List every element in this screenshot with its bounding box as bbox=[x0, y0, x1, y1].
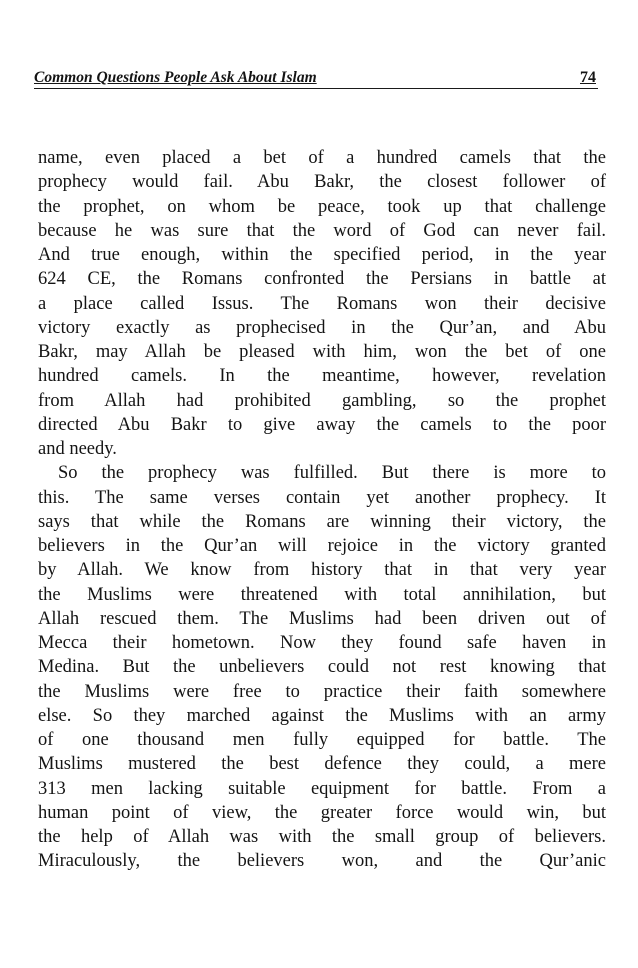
text-line: this. The same verses contain yet another prophecy. It bbox=[38, 487, 606, 508]
text-line: Muslims mustered the best defence they could, a mere bbox=[38, 754, 606, 775]
text-line: believers in the Qur’an will rejoice in the victory granted bbox=[38, 536, 606, 556]
text-line: So the prophecy was fulfilled. But there is more to bbox=[58, 463, 606, 484]
text-line: Mecca their hometown. Now they found safe haven in bbox=[38, 633, 606, 653]
text-line: Medina. But the unbelievers could not rest knowing that bbox=[38, 657, 606, 678]
text-line: hundred camels. In the meantime, however, revelation bbox=[38, 366, 606, 387]
text-line: the help of Allah was with the small group of believers. bbox=[38, 827, 606, 847]
text-line: 313 men lacking suitable equipment for battle. From a bbox=[38, 778, 606, 799]
text-line: by Allah. We know from history that in that very year bbox=[38, 560, 606, 581]
text-line: Bakr, may Allah be pleased with him, won the bet of one bbox=[38, 342, 606, 362]
text-line: and needy. bbox=[38, 439, 117, 459]
text-line: the prophet, on whom be peace, took up that challenge bbox=[38, 196, 606, 217]
text-line: else. So they marched against the Muslims with an army bbox=[38, 705, 606, 726]
text-line: directed Abu Bakr to give away the camels to the poor bbox=[38, 414, 606, 435]
text-line: a place called Issus. The Romans won their decisive bbox=[38, 293, 606, 314]
text-line: victory exactly as prophecised in the Qur’an, and Abu bbox=[38, 317, 606, 338]
text-line: Miraculously, the believers won, and the Qur’anic bbox=[38, 851, 606, 872]
text-line: the Muslims were threatened with total annihilation, but bbox=[38, 584, 606, 605]
text-line: human point of view, the greater force would win, but bbox=[38, 802, 606, 823]
text-line: because he was sure that the word of God can never fail. bbox=[38, 220, 606, 241]
text-line: Allah rescued them. The Muslims had been driven out of bbox=[38, 608, 606, 629]
text-line: name, even placed a bet of a hundred camels that the bbox=[38, 148, 606, 168]
text-line: says that while the Romans are winning their victory, the bbox=[38, 511, 606, 532]
running-header bbox=[34, 60, 598, 89]
text-line: the Muslims were free to practice their faith somewhere bbox=[38, 681, 606, 702]
text-line: 624 CE, the Romans confronted the Persians in battle at bbox=[38, 269, 606, 290]
text-line: And true enough, within the specified period, in the year bbox=[38, 245, 606, 265]
text-line: of one thousand men fully equipped for battle. The bbox=[38, 730, 606, 750]
text-line: from Allah had prohibited gambling, so the prophet bbox=[38, 390, 606, 411]
text-line: prophecy would fail. Abu Bakr, the closest follower of bbox=[38, 172, 606, 193]
page-number: 74 bbox=[580, 69, 596, 86]
running-title: Common Questions People Ask About Islam bbox=[34, 69, 317, 86]
body-text bbox=[38, 146, 606, 874]
